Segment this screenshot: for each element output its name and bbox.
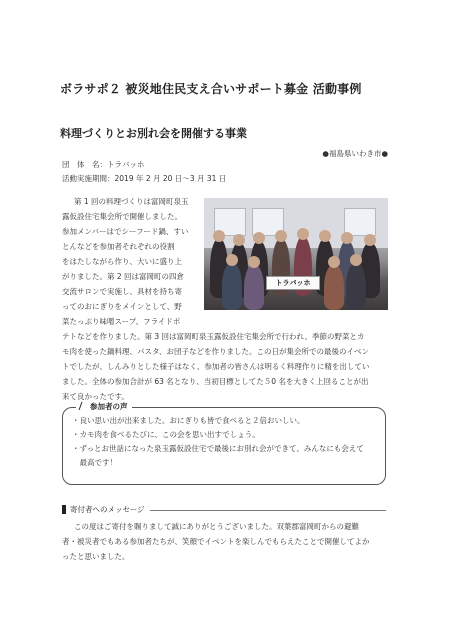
participant-voices-title: 参加者の声 <box>76 401 132 412</box>
body-line: 菜たっぷり味噌スープ、フライドポ <box>62 317 181 326</box>
period-row <box>62 173 226 184</box>
body-line: ってのおにぎりをメインとして、野 <box>62 302 182 311</box>
group-photo <box>204 198 388 310</box>
voice-item: ・ずっとお世話になった泉玉露仮設住宅で最後にお別れ会ができて、みんなにも会えて <box>72 444 364 453</box>
body-line: モ肉を使った鍋料理、パスタ、お団子などを作りました。この日が集会所での最後のイベン <box>62 347 370 356</box>
body-line: をはたしながら作り、大いに盛り上 <box>62 257 182 266</box>
photo-banner: トラバッホ <box>266 276 320 290</box>
body-line: とんなどを参加者それぞれの役割 <box>62 242 175 251</box>
body-line: 交流サロンで実施し、具材を持ち寄 <box>62 287 182 296</box>
body-line: がりました。第 2 回は富岡町の四倉 <box>62 272 185 281</box>
organization-label: 団 体 名： <box>62 160 107 169</box>
donor-section-divider <box>150 510 386 511</box>
voice-item: ・良い思い出が出来ました。おにぎりも皆で食べると２倍おいしい。 <box>72 416 305 425</box>
body-line: 参加メンバーはでシーフード鍋、すい <box>62 227 189 236</box>
body-line: テトなどを作りました。第 3 回は富岡町泉玉露仮設住宅集会所で行われ、季節の野菜とカ <box>62 332 365 341</box>
body-line: ました。全体の参加合計が 63 名となり、当初目標としてた５0 名を大きく上回ることが出 <box>62 377 369 386</box>
project-title: 料理づくりとお別れ会を開催する事業 <box>60 127 247 140</box>
body-line: 露仮設住宅集会所で開催しました。 <box>62 212 182 221</box>
voice-item: 最高です！ <box>72 458 117 467</box>
organization-name: トラバッホ <box>107 160 145 169</box>
document-heading: ボラサポ２ 被災地住民支え合いサポート募金 活動事例 <box>60 82 362 96</box>
organization-row <box>62 159 145 170</box>
donor-message-title: 寄付者へのメッセージ <box>70 505 145 514</box>
donor-line: この度はご寄付を賜りまして誠にありがとうございました。双葉郡富岡町からの避難 <box>74 522 359 531</box>
body-line: トでしたが、しんみりとした様子はなく、参加者の皆さんは明るく料理作りに精を出してい <box>62 362 370 371</box>
donor-line: 者・被災者でもある参加者たちが、笑顔でイベントを楽しんでもらえたことで開催してよか <box>62 537 370 546</box>
speech-mark-icon <box>79 402 89 410</box>
donor-section-marker <box>62 505 66 514</box>
body-line: 第 1 回の料理づくりは富岡町泉玉 <box>74 197 189 206</box>
donor-line: ったと思いました。 <box>62 552 130 561</box>
body-line: 来て良かったです。 <box>62 392 129 401</box>
period-label: 活動実施期間： <box>62 174 115 183</box>
period-value: 2019 年 2 月 20 日～3 月 31 日 <box>114 174 227 183</box>
location-label: ●福島県いわき市● <box>322 149 388 158</box>
voice-item: ・カモ肉を食べるたびに、この会を思い出すでしょう。 <box>72 430 260 439</box>
